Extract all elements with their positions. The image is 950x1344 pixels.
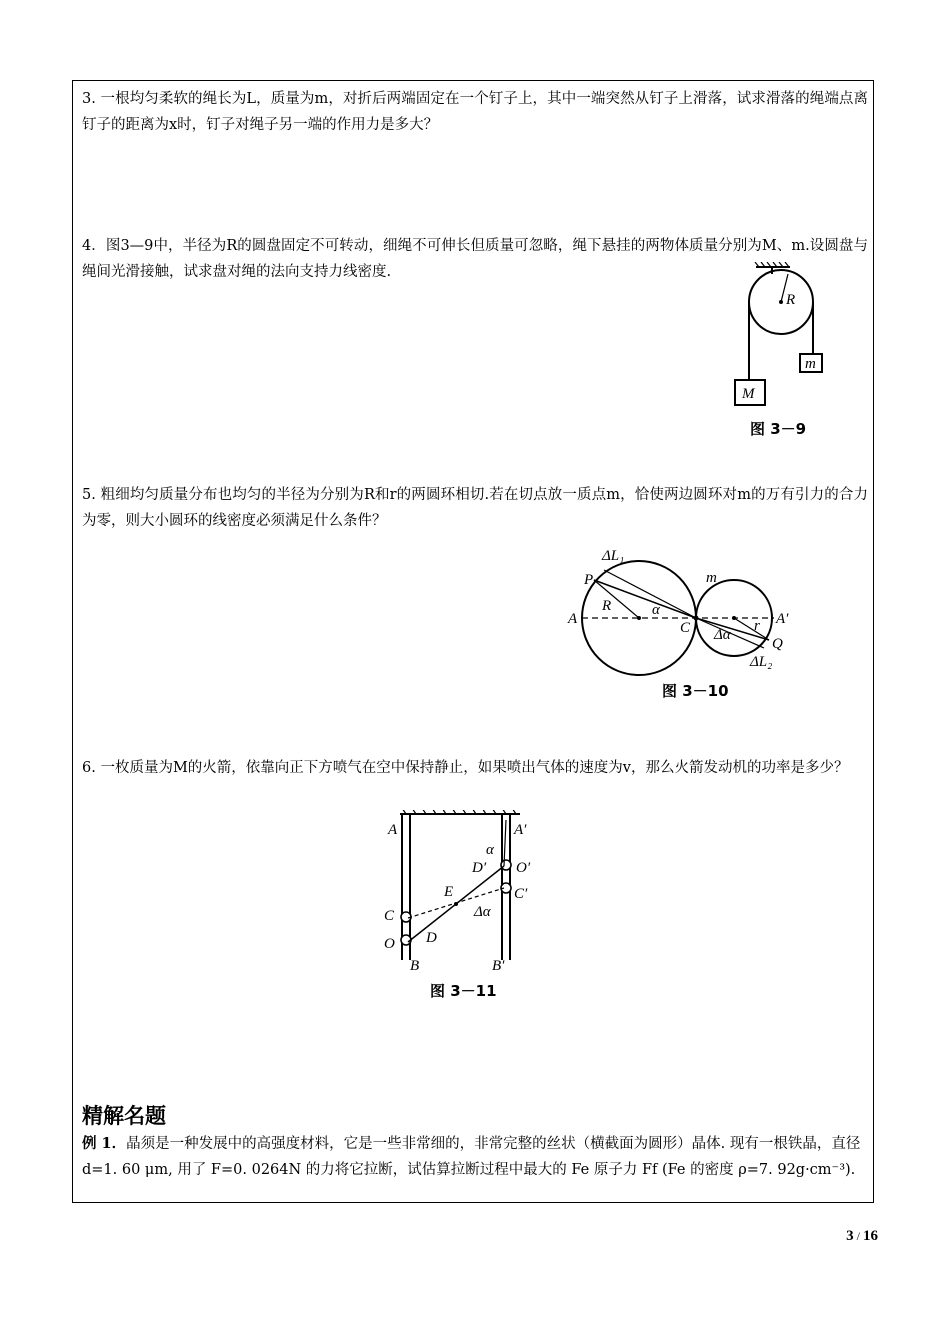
example-1: [82, 1131, 868, 1183]
fig39-label-radius: R: [786, 292, 796, 308]
fig39-label-small-mass: m: [805, 356, 816, 372]
fig310-label-c: C: [680, 620, 691, 636]
example-text: 晶须是一种发展中的高强度材料，它是一些非常细的，非常完整的丝状（横截面为圆形）晶体. 现有一根铁晶，直径 d=1. 60 μm, 用了 F=0. 0264N 的力将它拉断，试估算拉断过程中最大的 Fe 原子力 Ff (Fe 的密度 ρ=7. 92g·cm⁻³).: [82, 1136, 861, 1178]
question-3: 3. 一根均匀柔软的绳长为L，质量为m，对折后两端固定在一个钉子上，其中一端突然从钉子上滑落，试求滑落的绳端点离钉子的距离为x时，钉子对绳子另一端的作用力是多大？: [82, 91, 868, 133]
fig311-label-e: E: [444, 884, 454, 900]
fig310-label-dl2: ΔL₂: [750, 654, 773, 670]
fig310-label-alpha: α: [652, 602, 660, 618]
question-6: 6. 一枚质量为M的火箭，依靠向正下方喷气在空中保持静止，如果喷出气体的速度为v，那么火箭发动机的功率是多少？: [82, 760, 849, 776]
section-title: 精解名题: [82, 1104, 166, 1128]
fig311-label-c-prime: C′: [514, 886, 528, 902]
fig311-label-alpha: α: [486, 842, 494, 858]
fig310-label-r: r: [754, 618, 760, 634]
fig310-caption: 图 3－10: [662, 682, 729, 700]
fig310-label-p: P: [584, 572, 594, 588]
figure-3-11: [380, 810, 550, 1006]
fig311-label-d: D: [426, 930, 437, 946]
example-label: 例 1．: [82, 1135, 127, 1152]
fig311-label-o-prime: O′: [516, 860, 531, 876]
figure-3-9: [728, 262, 848, 440]
fig311-label-a-prime: A′: [514, 822, 527, 838]
fig311-label-o: O: [384, 936, 395, 952]
fig311-caption: 图 3－11: [430, 982, 497, 1000]
page-number: 3 / 16: [846, 1228, 878, 1244]
fig310-label-a: A: [568, 611, 578, 627]
page-current: 3: [846, 1228, 854, 1244]
fig39-label-big-mass: M: [742, 386, 755, 402]
figure-3-10: [564, 548, 794, 706]
fig311-label-a: A: [388, 822, 398, 838]
fig310-label-q: Q: [772, 636, 783, 652]
fig311-label-d-prime: D′: [472, 860, 487, 876]
fig311-label-b-prime: B′: [492, 958, 505, 974]
page-total: 16: [863, 1228, 878, 1244]
fig311-label-dalpha: Δα: [474, 904, 491, 920]
fig310-label-dalpha: Δα: [714, 627, 731, 643]
fig310-label-a-prime: A′: [776, 611, 789, 627]
question-4: 4．图3—9中，半径为R的圆盘固定不可转动，细绳不可伸长但质量可忽略，绳下悬挂的两物体质量分别为M、m.设圆盘与绳间光滑接触，试求盘对绳的法向支持力线密度.: [82, 238, 868, 280]
fig39-caption: 图 3－9: [750, 420, 807, 438]
fig311-label-c: C: [384, 908, 395, 924]
fig311-label-b: B: [410, 958, 420, 974]
fig310-label-m: m: [706, 570, 717, 586]
fig310-label-dl1: ΔL₁: [602, 548, 625, 564]
question-5: 5. 粗细均匀质量分布也均匀的半径为分别为R和r的两圆环相切.若在切点放一质点m，恰使两边圆环对m的万有引力的合力为零，则大小圆环的线密度必须满足什么条件？: [82, 487, 868, 529]
fig310-label-R: R: [602, 598, 612, 614]
